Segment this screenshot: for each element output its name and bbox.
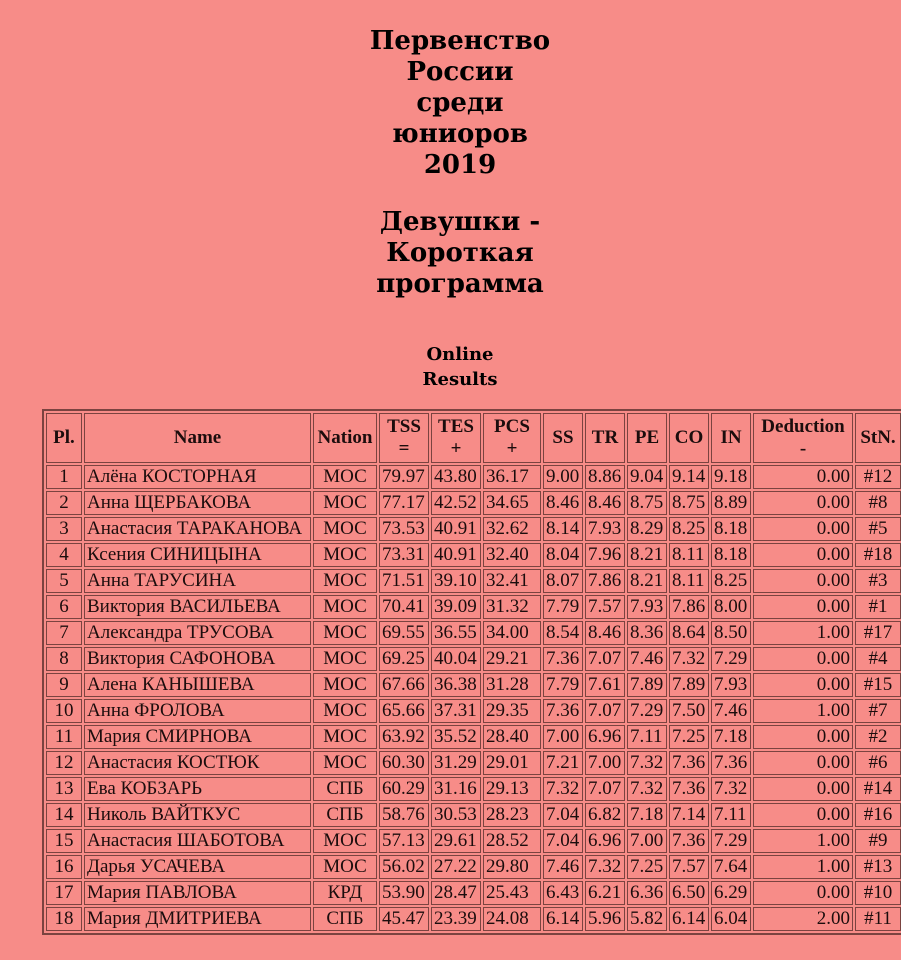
cell-name: Алена КАНЫШЕВА <box>84 673 311 697</box>
cell-tss: 60.29 <box>379 777 429 801</box>
cell-tes: 31.29 <box>431 751 481 775</box>
cell-ss: 7.46 <box>543 855 583 879</box>
cell-tss: 79.97 <box>379 465 429 489</box>
table-row <box>46 725 901 749</box>
cell-tes: 30.53 <box>431 803 481 827</box>
cell-name: Анастасия ТАРАКАНОВА <box>84 517 311 541</box>
cell-tss: 53.90 <box>379 881 429 905</box>
cell-tss: 73.31 <box>379 543 429 567</box>
cell-tss: 77.17 <box>379 491 429 515</box>
event-title-line: Первенство <box>369 26 551 56</box>
cell-pcs: 28.52 <box>483 829 541 853</box>
cell-tss: 57.13 <box>379 829 429 853</box>
cell-co: 7.36 <box>669 751 709 775</box>
header-pcs: PCS + <box>483 413 541 463</box>
segment-title-line: программа <box>376 269 544 299</box>
header-tes: TES + <box>431 413 481 463</box>
cell-pcs: 34.00 <box>483 621 541 645</box>
cell-in: 7.64 <box>711 855 751 879</box>
cell-tr: 7.96 <box>585 543 625 567</box>
cell-nation: МОС <box>313 543 377 567</box>
cell-name: Мария ДМИТРИЕВА <box>84 907 311 931</box>
cell-stn: #14 <box>855 777 901 801</box>
cell-tss: 70.41 <box>379 595 429 619</box>
cell-pcs: 32.41 <box>483 569 541 593</box>
cell-pe: 7.93 <box>627 595 667 619</box>
cell-in: 8.25 <box>711 569 751 593</box>
cell-co: 6.50 <box>669 881 709 905</box>
cell-tr: 7.93 <box>585 517 625 541</box>
cell-pl: 13 <box>46 777 82 801</box>
header-tss: TSS = <box>379 413 429 463</box>
cell-pe: 7.18 <box>627 803 667 827</box>
cell-pcs: 32.40 <box>483 543 541 567</box>
cell-nation: МОС <box>313 595 377 619</box>
cell-co: 8.25 <box>669 517 709 541</box>
cell-co: 6.14 <box>669 907 709 931</box>
cell-name: Анна ЩЕРБАКОВА <box>84 491 311 515</box>
cell-deduction: 0.00 <box>753 465 853 489</box>
cell-in: 8.18 <box>711 517 751 541</box>
event-title-line: среди <box>416 88 504 118</box>
cell-deduction: 1.00 <box>753 699 853 723</box>
cell-nation: КРД <box>313 881 377 905</box>
cell-tes: 31.16 <box>431 777 481 801</box>
cell-pe: 8.75 <box>627 491 667 515</box>
cell-tss: 67.66 <box>379 673 429 697</box>
cell-stn: #11 <box>855 907 901 931</box>
cell-name: Виктория ВАСИЛЬЕВА <box>84 595 311 619</box>
cell-tes: 39.10 <box>431 569 481 593</box>
cell-pe: 8.21 <box>627 569 667 593</box>
online-results-line: Results <box>422 369 498 390</box>
cell-pcs: 29.13 <box>483 777 541 801</box>
table-row <box>46 699 901 723</box>
cell-pcs: 29.80 <box>483 855 541 879</box>
cell-pe: 7.00 <box>627 829 667 853</box>
cell-deduction: 0.00 <box>753 647 853 671</box>
cell-ss: 8.54 <box>543 621 583 645</box>
cell-pl: 8 <box>46 647 82 671</box>
cell-in: 8.50 <box>711 621 751 645</box>
cell-pl: 10 <box>46 699 82 723</box>
cell-tss: 65.66 <box>379 699 429 723</box>
cell-in: 7.36 <box>711 751 751 775</box>
table-row <box>46 751 901 775</box>
cell-deduction: 1.00 <box>753 855 853 879</box>
cell-pl: 6 <box>46 595 82 619</box>
cell-tes: 36.38 <box>431 673 481 697</box>
cell-name: Мария СМИРНОВА <box>84 725 311 749</box>
cell-pl: 5 <box>46 569 82 593</box>
cell-co: 8.11 <box>669 543 709 567</box>
cell-pl: 7 <box>46 621 82 645</box>
cell-name: Николь ВАЙТКУС <box>84 803 311 827</box>
cell-deduction: 0.00 <box>753 881 853 905</box>
cell-pl: 15 <box>46 829 82 853</box>
segment-title-line: Короткая <box>386 238 534 268</box>
cell-pcs: 29.35 <box>483 699 541 723</box>
table-row <box>46 569 901 593</box>
cell-nation: СПБ <box>313 803 377 827</box>
cell-in: 7.29 <box>711 829 751 853</box>
online-results-line: Online <box>426 344 494 365</box>
cell-pl: 18 <box>46 907 82 931</box>
cell-deduction: 0.00 <box>753 725 853 749</box>
cell-stn: #9 <box>855 829 901 853</box>
cell-tes: 39.09 <box>431 595 481 619</box>
cell-tes: 28.47 <box>431 881 481 905</box>
cell-tr: 7.07 <box>585 777 625 801</box>
cell-in: 7.32 <box>711 777 751 801</box>
cell-tes: 23.39 <box>431 907 481 931</box>
cell-name: Мария ПАВЛОВА <box>84 881 311 905</box>
cell-pl: 17 <box>46 881 82 905</box>
cell-in: 8.00 <box>711 595 751 619</box>
cell-nation: МОС <box>313 751 377 775</box>
header-row <box>46 413 901 463</box>
cell-nation: МОС <box>313 569 377 593</box>
cell-stn: #3 <box>855 569 901 593</box>
cell-tr: 7.32 <box>585 855 625 879</box>
cell-tr: 8.46 <box>585 491 625 515</box>
cell-pe: 7.29 <box>627 699 667 723</box>
cell-tes: 40.04 <box>431 647 481 671</box>
header-place: Pl. <box>46 413 82 463</box>
cell-tes: 40.91 <box>431 517 481 541</box>
cell-tr: 8.86 <box>585 465 625 489</box>
segment-title <box>42 207 878 300</box>
cell-deduction: 1.00 <box>753 829 853 853</box>
cell-pcs: 28.23 <box>483 803 541 827</box>
cell-co: 7.25 <box>669 725 709 749</box>
cell-co: 7.57 <box>669 855 709 879</box>
header-in: IN <box>711 413 751 463</box>
cell-ss: 7.04 <box>543 803 583 827</box>
header-nation: Nation <box>313 413 377 463</box>
cell-co: 8.11 <box>669 569 709 593</box>
cell-tr: 7.61 <box>585 673 625 697</box>
cell-ss: 7.79 <box>543 595 583 619</box>
cell-nation: СПБ <box>313 907 377 931</box>
cell-stn: #6 <box>855 751 901 775</box>
table-row <box>46 777 901 801</box>
cell-co: 7.86 <box>669 595 709 619</box>
cell-nation: МОС <box>313 491 377 515</box>
cell-tr: 6.96 <box>585 725 625 749</box>
cell-stn: #4 <box>855 647 901 671</box>
online-results-label <box>42 342 878 392</box>
cell-name: Анастасия КОСТЮК <box>84 751 311 775</box>
cell-ss: 7.21 <box>543 751 583 775</box>
cell-deduction: 0.00 <box>753 569 853 593</box>
cell-tes: 27.22 <box>431 855 481 879</box>
cell-ss: 6.43 <box>543 881 583 905</box>
cell-stn: #17 <box>855 621 901 645</box>
cell-tss: 69.55 <box>379 621 429 645</box>
cell-co: 9.14 <box>669 465 709 489</box>
table-row <box>46 673 901 697</box>
cell-deduction: 0.00 <box>753 803 853 827</box>
cell-in: 8.89 <box>711 491 751 515</box>
cell-tr: 6.96 <box>585 829 625 853</box>
cell-tr: 7.00 <box>585 751 625 775</box>
cell-pe: 8.29 <box>627 517 667 541</box>
cell-pe: 7.32 <box>627 777 667 801</box>
table-row <box>46 595 901 619</box>
cell-stn: #8 <box>855 491 901 515</box>
header-name: Name <box>84 413 311 463</box>
event-title <box>42 26 878 181</box>
cell-ss: 6.14 <box>543 907 583 931</box>
cell-nation: МОС <box>313 855 377 879</box>
results-table-body <box>46 465 901 931</box>
cell-pl: 11 <box>46 725 82 749</box>
cell-in: 6.04 <box>711 907 751 931</box>
cell-tr: 6.82 <box>585 803 625 827</box>
cell-nation: МОС <box>313 673 377 697</box>
cell-co: 7.32 <box>669 647 709 671</box>
cell-tss: 71.51 <box>379 569 429 593</box>
cell-ss: 7.00 <box>543 725 583 749</box>
cell-pcs: 28.40 <box>483 725 541 749</box>
cell-ss: 9.00 <box>543 465 583 489</box>
cell-tr: 7.07 <box>585 699 625 723</box>
cell-pe: 8.36 <box>627 621 667 645</box>
cell-pl: 2 <box>46 491 82 515</box>
cell-tes: 35.52 <box>431 725 481 749</box>
cell-nation: МОС <box>313 647 377 671</box>
cell-nation: МОС <box>313 725 377 749</box>
cell-ss: 7.04 <box>543 829 583 853</box>
cell-name: Виктория САФОНОВА <box>84 647 311 671</box>
cell-in: 7.93 <box>711 673 751 697</box>
cell-pl: 14 <box>46 803 82 827</box>
cell-ss: 8.14 <box>543 517 583 541</box>
cell-tss: 45.47 <box>379 907 429 931</box>
cell-nation: МОС <box>313 699 377 723</box>
cell-pl: 12 <box>46 751 82 775</box>
cell-ss: 8.07 <box>543 569 583 593</box>
cell-pcs: 29.01 <box>483 751 541 775</box>
cell-in: 9.18 <box>711 465 751 489</box>
table-row <box>46 907 901 931</box>
cell-tss: 56.02 <box>379 855 429 879</box>
header-stn: StN. <box>855 413 901 463</box>
cell-tss: 69.25 <box>379 647 429 671</box>
cell-deduction: 0.00 <box>753 673 853 697</box>
cell-nation: МОС <box>313 621 377 645</box>
header-pe: PE <box>627 413 667 463</box>
table-row <box>46 491 901 515</box>
cell-ss: 7.36 <box>543 647 583 671</box>
results-table-header <box>46 413 901 463</box>
page-content <box>42 0 896 935</box>
cell-in: 7.46 <box>711 699 751 723</box>
cell-pe: 7.25 <box>627 855 667 879</box>
cell-co: 7.89 <box>669 673 709 697</box>
cell-stn: #15 <box>855 673 901 697</box>
table-row <box>46 517 901 541</box>
table-row <box>46 543 901 567</box>
cell-name: Ксения СИНИЦЫНА <box>84 543 311 567</box>
cell-tss: 58.76 <box>379 803 429 827</box>
cell-tr: 7.57 <box>585 595 625 619</box>
cell-tss: 73.53 <box>379 517 429 541</box>
cell-pe: 7.89 <box>627 673 667 697</box>
cell-pcs: 36.17 <box>483 465 541 489</box>
header-co: CO <box>669 413 709 463</box>
event-title-line: юниоров <box>392 119 528 149</box>
cell-name: Анна ТАРУСИНА <box>84 569 311 593</box>
cell-name: Анастасия ШАБОТОВА <box>84 829 311 853</box>
results-table <box>42 409 901 935</box>
cell-deduction: 0.00 <box>753 751 853 775</box>
cell-deduction: 1.00 <box>753 621 853 645</box>
cell-stn: #10 <box>855 881 901 905</box>
cell-pl: 4 <box>46 543 82 567</box>
cell-tes: 42.52 <box>431 491 481 515</box>
cell-stn: #16 <box>855 803 901 827</box>
cell-deduction: 0.00 <box>753 777 853 801</box>
cell-name: Алёна КОСТОРНАЯ <box>84 465 311 489</box>
cell-deduction: 0.00 <box>753 491 853 515</box>
cell-tes: 29.61 <box>431 829 481 853</box>
cell-co: 7.50 <box>669 699 709 723</box>
cell-in: 7.29 <box>711 647 751 671</box>
cell-co: 8.75 <box>669 491 709 515</box>
table-row <box>46 465 901 489</box>
cell-nation: МОС <box>313 517 377 541</box>
cell-tr: 8.46 <box>585 621 625 645</box>
cell-in: 6.29 <box>711 881 751 905</box>
cell-pl: 9 <box>46 673 82 697</box>
cell-deduction: 0.00 <box>753 543 853 567</box>
cell-co: 7.36 <box>669 829 709 853</box>
cell-ss: 8.46 <box>543 491 583 515</box>
cell-ss: 7.32 <box>543 777 583 801</box>
segment-title-line: Девушки - <box>379 207 541 237</box>
cell-name: Ева КОБЗАРЬ <box>84 777 311 801</box>
cell-co: 8.64 <box>669 621 709 645</box>
event-title-line: России <box>406 57 514 87</box>
cell-tes: 43.80 <box>431 465 481 489</box>
cell-pe: 7.11 <box>627 725 667 749</box>
cell-pcs: 31.28 <box>483 673 541 697</box>
header-ss: SS <box>543 413 583 463</box>
cell-in: 7.11 <box>711 803 751 827</box>
cell-pcs: 32.62 <box>483 517 541 541</box>
cell-nation: СПБ <box>313 777 377 801</box>
cell-name: Александра ТРУСОВА <box>84 621 311 645</box>
cell-ss: 7.79 <box>543 673 583 697</box>
cell-stn: #1 <box>855 595 901 619</box>
cell-ss: 7.36 <box>543 699 583 723</box>
table-row <box>46 855 901 879</box>
cell-pe: 9.04 <box>627 465 667 489</box>
table-row <box>46 881 901 905</box>
cell-pcs: 29.21 <box>483 647 541 671</box>
event-title-line: 2019 <box>423 150 497 180</box>
cell-pe: 6.36 <box>627 881 667 905</box>
cell-in: 8.18 <box>711 543 751 567</box>
header-deduction: Deduction - <box>753 413 853 463</box>
table-row <box>46 621 901 645</box>
cell-pl: 3 <box>46 517 82 541</box>
cell-name: Дарья УСАЧЕВА <box>84 855 311 879</box>
cell-tes: 40.91 <box>431 543 481 567</box>
cell-tes: 37.31 <box>431 699 481 723</box>
table-row <box>46 803 901 827</box>
cell-co: 7.14 <box>669 803 709 827</box>
cell-stn: #13 <box>855 855 901 879</box>
table-row <box>46 829 901 853</box>
cell-co: 7.36 <box>669 777 709 801</box>
cell-name: Анна ФРОЛОВА <box>84 699 311 723</box>
cell-pe: 7.46 <box>627 647 667 671</box>
cell-stn: #18 <box>855 543 901 567</box>
cell-nation: МОС <box>313 829 377 853</box>
table-row <box>46 647 901 671</box>
cell-tr: 7.07 <box>585 647 625 671</box>
cell-ss: 8.04 <box>543 543 583 567</box>
cell-nation: МОС <box>313 465 377 489</box>
cell-deduction: 2.00 <box>753 907 853 931</box>
cell-pl: 16 <box>46 855 82 879</box>
cell-tr: 6.21 <box>585 881 625 905</box>
cell-tes: 36.55 <box>431 621 481 645</box>
cell-deduction: 0.00 <box>753 517 853 541</box>
cell-pcs: 24.08 <box>483 907 541 931</box>
cell-pcs: 25.43 <box>483 881 541 905</box>
cell-pcs: 31.32 <box>483 595 541 619</box>
cell-stn: #5 <box>855 517 901 541</box>
cell-stn: #7 <box>855 699 901 723</box>
cell-stn: #2 <box>855 725 901 749</box>
cell-tss: 63.92 <box>379 725 429 749</box>
cell-stn: #12 <box>855 465 901 489</box>
cell-tr: 7.86 <box>585 569 625 593</box>
cell-pe: 8.21 <box>627 543 667 567</box>
header-tr: TR <box>585 413 625 463</box>
cell-tr: 5.96 <box>585 907 625 931</box>
cell-pcs: 34.65 <box>483 491 541 515</box>
cell-pe: 7.32 <box>627 751 667 775</box>
cell-deduction: 0.00 <box>753 595 853 619</box>
cell-in: 7.18 <box>711 725 751 749</box>
cell-pe: 5.82 <box>627 907 667 931</box>
cell-tss: 60.30 <box>379 751 429 775</box>
cell-pl: 1 <box>46 465 82 489</box>
